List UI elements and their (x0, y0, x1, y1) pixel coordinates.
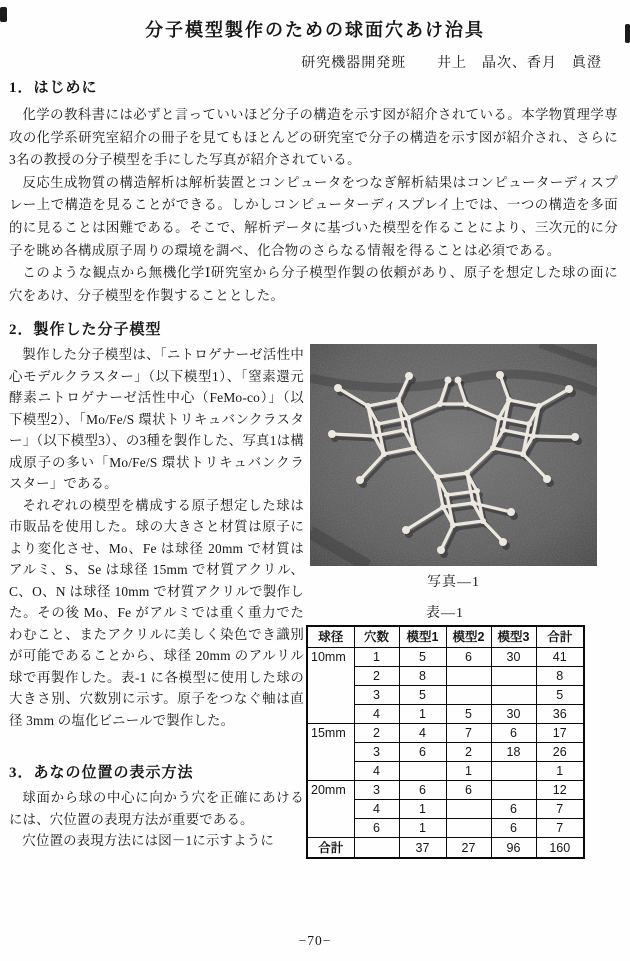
table-cell (399, 762, 446, 781)
table-cell: 7 (446, 724, 491, 743)
table-header-cell: 穴数 (354, 626, 399, 648)
table-cell (446, 686, 491, 705)
table-header-cell: 球径 (307, 626, 354, 648)
table-cell (491, 667, 536, 686)
models-paragraph-2: それぞれの模型を構成する原子想定した球は市販品を使用した。球の大きさと材質は原子により変化させ、Mo、Fe は球径 20mm で材質はアルミ、S、Se は球径 15mm で材質アクリル、C、O、N は球径 10mm で材質アクリルで製作した。その後 Mo、Fe がアルミでは重く重力でたわむこと、またアクリルに美しく染色でき識別が可能であることから、球径 20mm のアルリル球で再製作した。表-1 に各模型に使用した球の大きさ別、穴数別に示す。原子をつなぐ軸は直径 3mm の塩化ビニールで製作した。 (9, 497, 304, 728)
table-cell: 1 (399, 705, 446, 724)
size-cell: 20mm (307, 781, 354, 838)
author-line (301, 52, 602, 72)
table-cell: 1 (399, 819, 446, 838)
table-cell: 4 (354, 705, 399, 724)
table-cell (491, 762, 536, 781)
table-cell: 6 (446, 781, 491, 800)
holes-paragraph-1: 球面から球の中心に向かう穴を正確にあけるには、穴位置の表現方法が重要である。 (9, 790, 304, 827)
table-row (307, 648, 584, 667)
table-cell: 4 (399, 724, 446, 743)
table-cell: 4 (354, 800, 399, 819)
photo-caption: 写真―1 (427, 575, 480, 590)
section-2-heading: 2．製作した分子模型 (9, 322, 162, 338)
section-1-heading: 1．はじめに (9, 80, 98, 96)
section-3-heading: 3．あなの位置の表示方法 (9, 765, 194, 781)
table-cell: 5 (536, 686, 584, 705)
table-cell: 160 (536, 838, 584, 859)
section-intro (9, 76, 618, 307)
table-cell: 2 (446, 743, 491, 762)
total-label-cell: 合計 (307, 838, 354, 859)
photo-figure (310, 344, 597, 566)
table-row (307, 781, 584, 800)
authors: 井上 晶次、香月 眞澄 (437, 56, 602, 71)
table-header-row (307, 626, 584, 648)
table-cell (354, 838, 399, 859)
table-cell: 6 (491, 819, 536, 838)
table-row (307, 724, 584, 743)
table-cell: 96 (491, 838, 536, 859)
models-paragraph-1: 製作した分子模型は、「ニトロゲナーゼ活性中心モデルクラスター」（以下模型1）、「窒素還元酵素ニトロゲナーゼ活性中心（FeMo-co）」（以下模型2）、「Mo/Fe/S 環状トリキュバンクラスター」（以下模型3）、の3種を製作した、写真1は構成原子の多い「Mo/Fe/S 環状トリキュバンクラスター」である。 (9, 347, 304, 491)
table-cell: 4 (354, 762, 399, 781)
table-cell: 6 (399, 743, 446, 762)
paper-title: 分子模型製作のための球面穴あけ治具 (145, 20, 485, 40)
table-cell: 17 (536, 724, 584, 743)
table-cell (446, 800, 491, 819)
table-cell: 1 (354, 648, 399, 667)
table-cell: 5 (446, 705, 491, 724)
table-cell: 12 (536, 781, 584, 800)
table-cell: 1 (446, 762, 491, 781)
table-cell: 2 (354, 724, 399, 743)
table-cell: 6 (446, 648, 491, 667)
table-header-cell: 模型1 (399, 626, 446, 648)
table-cell: 1 (399, 800, 446, 819)
table-cell: 1 (536, 762, 584, 781)
intro-paragraph-2: 反応生成物質の構造解析は解析装置とコンピュータをつなぎ解析結果はコンピューターディスプレー上で構造を見ることができる。しかしコンピューターディスプレイ上では、一つの構造を多面的に見ることは困難である。そこで、解析データに基づいた模型を作ることにより、三次元的に分子を眺め各構成原子周りの環境を調べ、化合物のさらなる情報を得ることは必須である。 (9, 174, 618, 258)
table-cell: 3 (354, 743, 399, 762)
size-cell: 15mm (307, 724, 354, 781)
table-cell: 3 (354, 686, 399, 705)
table-cell: 26 (536, 743, 584, 762)
intro-paragraph-3: このような観点から無機化学Ⅰ研究室から分子模型作製の依頼があり、原子を想定した球の面に穴をあけ、分子模型を作製することとした。 (9, 265, 618, 303)
table-cell: 6 (399, 781, 446, 800)
molecular-model-photo (310, 344, 597, 566)
table-cell: 30 (491, 705, 536, 724)
table-cell: 5 (399, 648, 446, 667)
table-cell: 27 (446, 838, 491, 859)
table-caption: 表―1 (426, 606, 464, 621)
intro-paragraph-1: 化学の教科書には必ずと言っていいほど分子の構造を示す図が紹介されている。本学物質理学専攻の化学系研究室紹介の冊子を見てもほとんどの研究室で分子の構造を示す図が紹介され、さらに3名の教授の分子模型を手にした写真が紹介されている。 (9, 107, 618, 168)
table-cell: 6 (354, 819, 399, 838)
table-cell (446, 819, 491, 838)
table-cell: 2 (354, 667, 399, 686)
table-cell (491, 686, 536, 705)
page-number: −70− (298, 933, 332, 948)
table-cell (491, 781, 536, 800)
table-cell: 8 (399, 667, 446, 686)
left-column (9, 318, 304, 852)
hole-count-table (306, 625, 585, 859)
table-cell: 5 (399, 686, 446, 705)
table-cell: 3 (354, 781, 399, 800)
table-cell: 37 (399, 838, 446, 859)
table-cell: 6 (491, 800, 536, 819)
holes-paragraph-2: 穴位置の表現方法には図－1に示すように (22, 833, 274, 848)
table-header-cell: 模型2 (446, 626, 491, 648)
table-header-cell: 模型3 (491, 626, 536, 648)
table-cell: 36 (536, 705, 584, 724)
table-cell: 7 (536, 819, 584, 838)
table-total-row (307, 838, 584, 859)
table-header-cell: 合計 (536, 626, 584, 648)
table-cell (446, 667, 491, 686)
table-cell: 30 (491, 648, 536, 667)
size-cell: 10mm (307, 648, 354, 724)
affiliation: 研究機器開発班 (301, 56, 407, 71)
table-cell: 41 (536, 648, 584, 667)
table-cell: 7 (536, 800, 584, 819)
table-cell: 6 (491, 724, 536, 743)
table-cell: 18 (491, 743, 536, 762)
table-cell: 8 (536, 667, 584, 686)
